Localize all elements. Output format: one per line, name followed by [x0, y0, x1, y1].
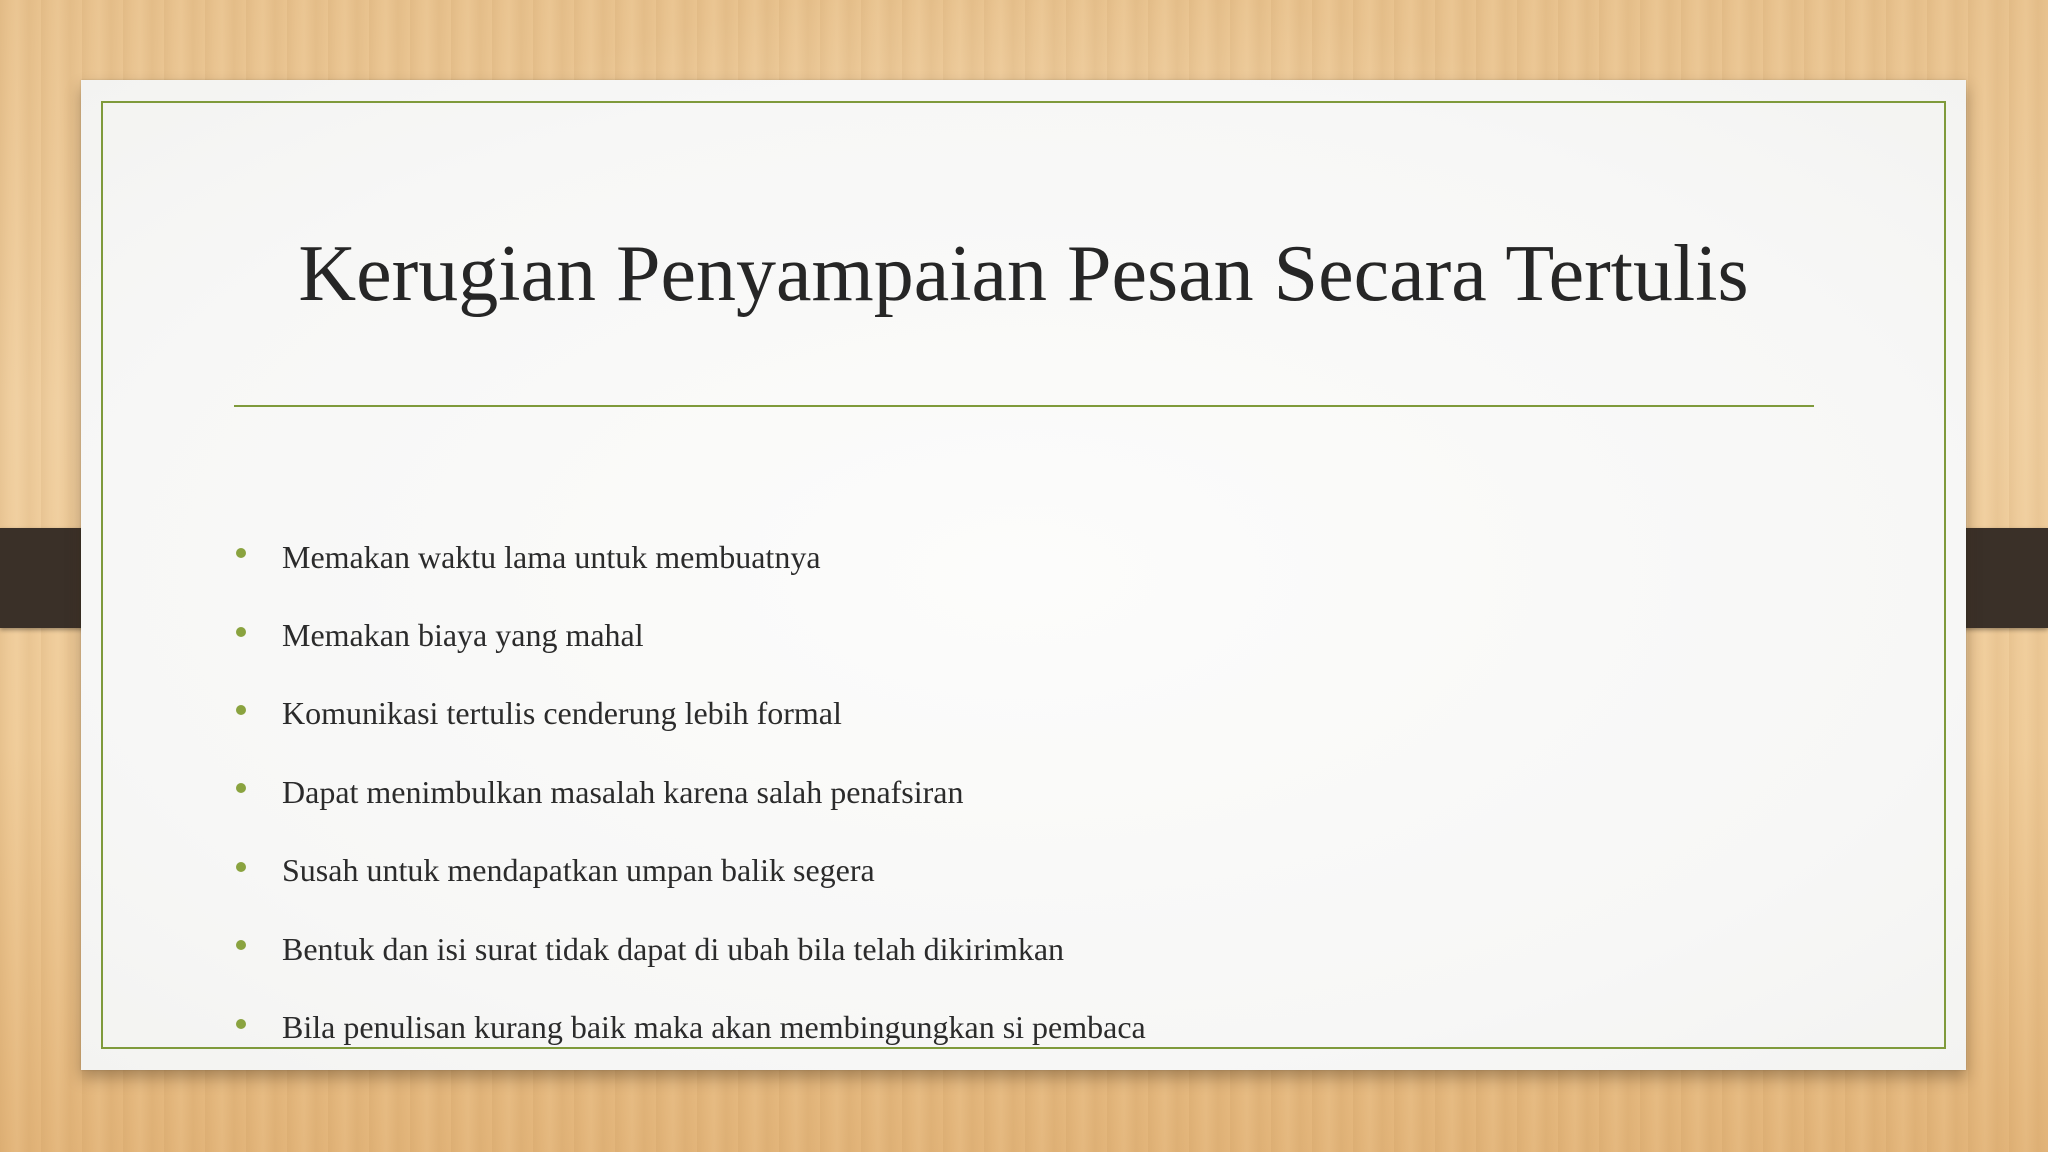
bullet-text: Bila penulisan kurang baik maka akan membingungkan si pembaca	[282, 1009, 1146, 1046]
bullet-text: Susah untuk mendapatkan umpan balik segera	[282, 852, 875, 889]
title-divider	[234, 405, 1814, 407]
bullet-dot-icon	[236, 940, 246, 950]
bullet-dot-icon	[236, 862, 246, 872]
list-item	[234, 753, 1146, 831]
list-item	[234, 675, 1146, 753]
bullet-list	[234, 518, 1146, 1067]
bullet-dot-icon	[236, 548, 246, 558]
list-item	[234, 988, 1146, 1066]
bullet-dot-icon	[236, 705, 246, 715]
list-item	[234, 518, 1146, 596]
list-item	[234, 596, 1146, 674]
bullet-text: Dapat menimbulkan masalah karena salah penafsiran	[282, 773, 964, 810]
bullet-text: Memakan waktu lama untuk membuatnya	[282, 538, 821, 575]
bullet-text: Memakan biaya yang mahal	[282, 617, 644, 654]
slide-card	[81, 80, 1966, 1070]
bullet-dot-icon	[236, 627, 246, 637]
bullet-text: Bentuk dan isi surat tidak dapat di ubah bila telah dikirimkan	[282, 930, 1065, 967]
list-item	[234, 832, 1146, 910]
bullet-dot-icon	[236, 783, 246, 793]
bullet-text: Komunikasi tertulis cenderung lebih formal	[282, 695, 842, 732]
list-item	[234, 910, 1146, 988]
slide-title: Kerugian Penyampaian Pesan Secara Tertulis	[298, 230, 1749, 318]
bullet-dot-icon	[236, 1019, 246, 1029]
